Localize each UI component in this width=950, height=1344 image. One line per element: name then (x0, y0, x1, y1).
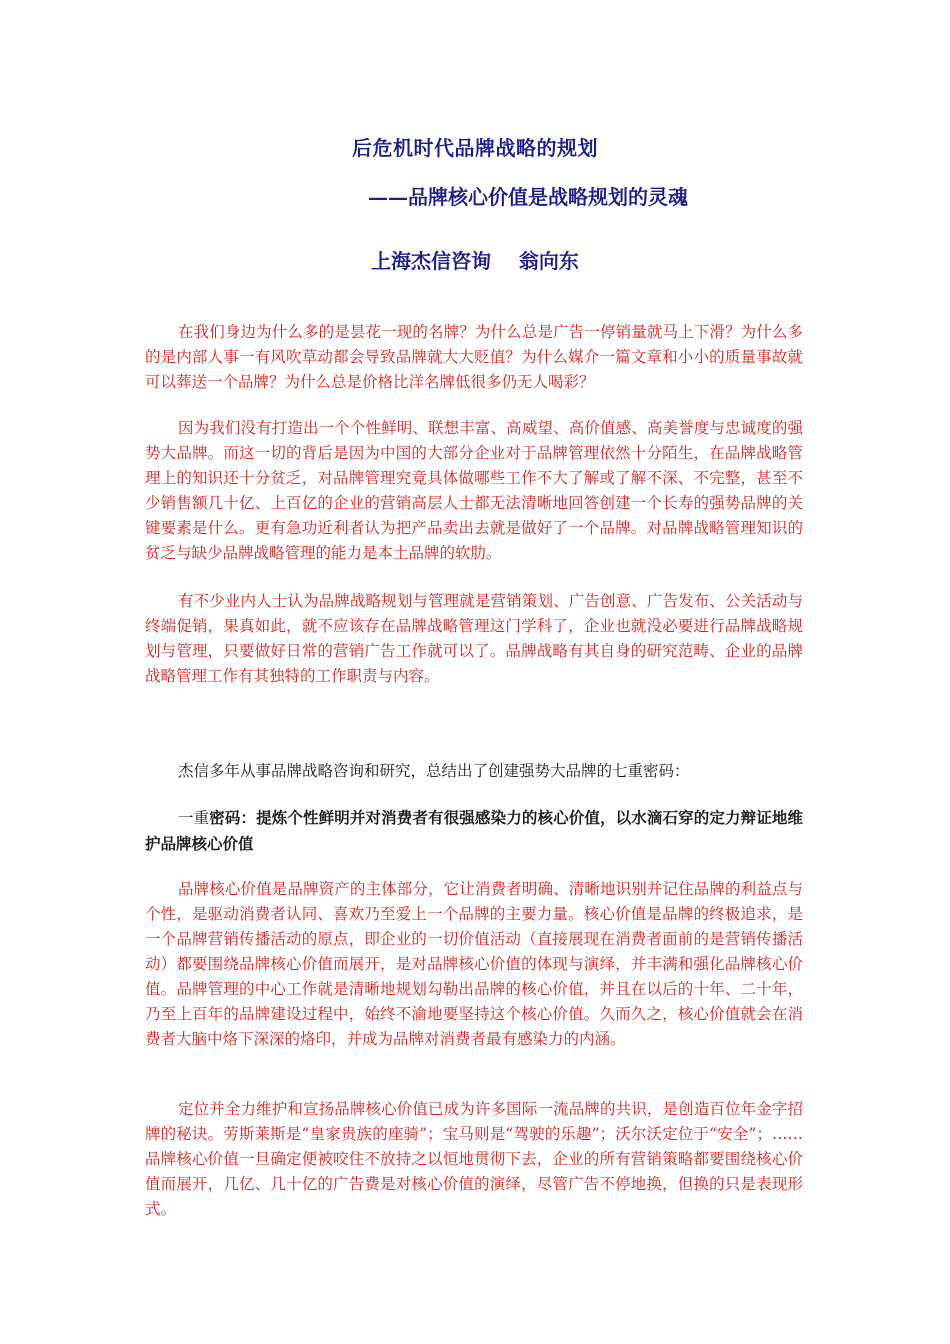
paragraph-3: 有不少业内人士认为品牌战略规划与管理就是营销策划、广告创意、广告发布、公关活动与终端促销，果真如此，就不应该存在品牌战略管理这门学科了，企业也就没必要进行品牌战略规划与管理，只要做好日常的营销广告工作就可以了。品牌战略有其自身的研究范畴、企业的品牌战略管理工作有其独特的工作职责与内容。 (145, 592, 803, 685)
paragraph-4: 杰信多年从事品牌战略咨询和研究，总结出了创建强势大品牌的七重密码： (178, 762, 690, 780)
paragraph-5-heading (145, 805, 803, 857)
heading-lead: 一重 (178, 809, 210, 827)
paragraph-6: 品牌核心价值是品牌资产的主体部分，它让消费者明确、清晰地识别并记住品牌的利益点与个性，是驱动消费者认同、喜欢乃至爱上一个品牌的主要力量。核心价值是品牌的终极追求，是一个品牌营销传播活动的原点，即企业的一切价值活动（直接展现在消费者面前的是营销传播活动）都要围绕品牌核心价值而展开，是对品牌核心价值的体现与演绎，并丰满和强化品牌核心价值。品牌管理的中心工作就是清晰地规划勾勒出品牌的核心价值，并且在以后的十年、二十年，乃至上百年的品牌建设过程中，始终不渝地要坚持这个核心价值。久而久之，核心价值就会在消费者大脑中烙下深深的烙印，并成为品牌对消费者最有感染力的内涵。 (145, 880, 803, 1048)
heading-bold: 密码：提炼个性鲜明并对消费者有很强感染力的核心价值，以水滴石穿的定力辩证地维护品牌核心价值 (145, 808, 803, 853)
document-subtitle: ——品牌核心价值是战略规划的灵魂 (368, 185, 688, 209)
paragraph-7: 定位并全力维护和宣扬品牌核心价值已成为许多国际一流品牌的共识，是创造百位年金字招牌的秘诀。劳斯莱斯是“皇家贵族的座骑”；宝马则是“驾驶的乐趣”；沃尔沃定位于“安全”；……品牌核心价值一旦确定便被咬住不放持之以恒地贯彻下去，企业的所有营销策略都要围绕核心价值而展开，几亿、几十亿的广告费是对核心价值的演绎，尽管广告不停地换，但换的只是表现形式。 (145, 1100, 803, 1218)
paragraph-1: 在我们身边为什么多的是昙花一现的名牌？为什么总是广告一停销量就马上下滑？为什么多的是内部人事一有风吹草动都会导致品牌就大大贬值？为什么媒介一篇文章和小小的质量事故就可以葬送一个品牌？为什么总是价格比洋名牌低很多仍无人喝彩？ (145, 323, 803, 391)
document-title: 后危机时代品牌战略的规划 (352, 136, 598, 160)
author-line: 上海杰信咨询 翁向东 (371, 249, 579, 273)
paragraph-2: 因为我们没有打造出一个个性鲜明、联想丰富、高威望、高价值感、高美誉度与忠诚度的强势大品牌。而这一切的背后是因为中国的大部分企业对于品牌管理依然十分陌生，在品牌战略管理上的知识还十分贫乏，对品牌管理究竟具体做哪些工作不大了解或了解不深、不完整，甚至不少销售额几十亿、上百亿的企业的营销高层人士都无法清晰地回答创建一个长寿的强势品牌的关键要素是什么。更有急功近利者认为把产品卖出去就是做好了一个品牌。对品牌战略管理知识的贫乏与缺少品牌战略管理的能力是本土品牌的软肋。 (145, 419, 803, 562)
